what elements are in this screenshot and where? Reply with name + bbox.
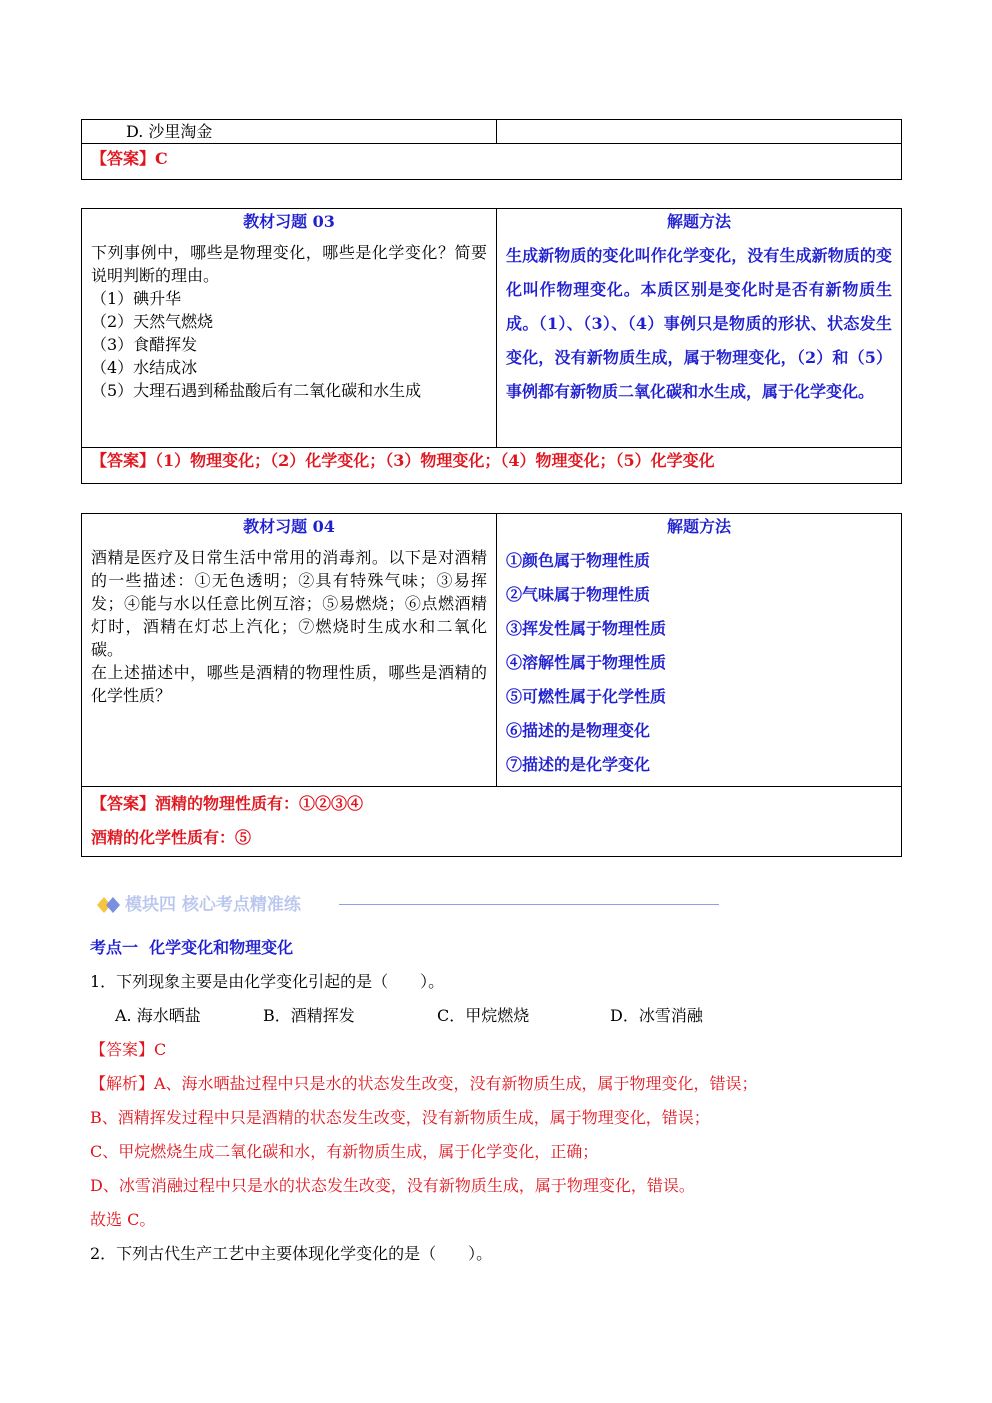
method-item: ⑥描述的是物理变化 bbox=[506, 721, 651, 740]
method-list bbox=[497, 540, 901, 782]
method-item: ④溶解性属于物理性质 bbox=[506, 653, 667, 672]
method-item: ①颜色属于物理性质 bbox=[506, 551, 651, 570]
question-body bbox=[82, 235, 496, 402]
module-title: 模块四 核心考点精准练 bbox=[125, 895, 301, 915]
analysis-line: D、冰雪消融过程中只是水的状态发生改变，没有新物质生成，属于物理变化，错误。 bbox=[90, 1176, 695, 1195]
option-c: C．甲烷燃烧 bbox=[437, 1006, 530, 1025]
question-cell bbox=[82, 209, 497, 447]
answer-line-2: 酒精的化学性质有：⑤ bbox=[91, 828, 252, 847]
answer-value: C bbox=[155, 149, 168, 168]
question-cell bbox=[82, 514, 497, 786]
question-item: （3）食醋挥发 bbox=[91, 335, 198, 354]
question-item: （1）碘升华 bbox=[91, 289, 182, 308]
question-1-options bbox=[115, 1004, 755, 1028]
answer-label: 【答案】 bbox=[91, 149, 156, 168]
analysis-line: C、甲烷燃烧生成二氧化碳和水，有新物质生成，属于化学变化，正确； bbox=[90, 1142, 599, 1161]
question-2-stem: 2．下列古代生产工艺中主要体现化学变化的是（ ）。 bbox=[90, 1244, 493, 1263]
empty-cell bbox=[497, 120, 901, 143]
method-title: 解题方法 bbox=[666, 517, 731, 536]
module-banner bbox=[95, 894, 725, 916]
option-d-cell bbox=[82, 120, 497, 143]
question-body bbox=[82, 540, 496, 707]
method-item: ②气味属于物理性质 bbox=[506, 585, 651, 604]
method-item: ③挥发性属于物理性质 bbox=[506, 619, 667, 638]
module-divider bbox=[339, 904, 719, 905]
table-exercise-04 bbox=[81, 513, 902, 857]
question-item: （5）大理石遇到稀盐酸后有二氧化碳和水生成 bbox=[91, 381, 422, 400]
option-a: A. 海水晒盐 bbox=[115, 1006, 201, 1025]
question-paragraph-1: 酒精是医疗及日常生活中常用的消毒剂。以下是对酒精的一些描述：①无色透明；②具有特殊气味；③易挥发；④能与水以任意比例互溶；⑤易燃烧；⑥点燃酒精灯时，酒精在灯芯上汽化；⑦燃烧时生成水和二氧化碳。 bbox=[91, 548, 487, 659]
answer-line-1: 【答案】酒精的物理性质有：①②③④ bbox=[91, 794, 364, 813]
method-title: 解题方法 bbox=[666, 212, 731, 231]
option-d: D．冰雪消融 bbox=[610, 1006, 703, 1025]
answer-cell bbox=[82, 144, 177, 179]
question-1-stem: 1．下列现象主要是由化学变化引起的是（ ）。 bbox=[90, 972, 445, 991]
answer-cell bbox=[82, 787, 372, 856]
method-text: 生成新物质的变化叫作化学变化，没有生成新物质的变化叫作物理变化。本质区别是变化时是否有新物质生成。（1）、（3）、（4）事例只是物质的形状、状态发生变化，没有新物质生成，属于物理变化，（2）和（5）事例都有新物质二氧化碳和水生成，属于化学变化。 bbox=[506, 246, 892, 401]
answer-row: 【答案】（1）物理变化；（2）化学变化；（3）物理变化；（4）物理变化；（5）化学变化 bbox=[91, 451, 715, 470]
exercise-title: 教材习题 03 bbox=[243, 212, 335, 231]
method-item: ⑦描述的是化学变化 bbox=[506, 755, 651, 774]
exercise-title: 教材习题 04 bbox=[243, 517, 335, 536]
question-item: （4）水结成冰 bbox=[91, 358, 198, 377]
analysis-line: B、酒精挥发过程中只是酒精的状态发生改变，没有新物质生成，属于物理变化，错误； bbox=[90, 1108, 710, 1127]
question-1-answer: 【答案】C bbox=[90, 1040, 167, 1059]
question-paragraph-2: 在上述描述中，哪些是酒精的物理性质，哪些是酒精的化学性质？ bbox=[91, 663, 487, 705]
method-cell bbox=[497, 209, 901, 447]
section-heading: 考点一 化学变化和物理变化 bbox=[90, 938, 294, 957]
method-item: ⑤可燃性属于化学性质 bbox=[506, 687, 667, 706]
analysis-line: 【解析】A、海水晒盐过程中只是水的状态发生改变，没有新物质生成，属于物理变化，错误； bbox=[90, 1074, 758, 1093]
question-item: （2）天然气燃烧 bbox=[91, 312, 214, 331]
question-intro: 下列事例中，哪些是物理变化，哪些是化学变化？简要说明判断的理由。 bbox=[91, 243, 487, 285]
option-b: B．酒精挥发 bbox=[263, 1006, 355, 1025]
diamond-icon bbox=[95, 894, 123, 916]
analysis-conclusion: 故选 C。 bbox=[90, 1210, 156, 1229]
table-exercise-03 bbox=[81, 208, 902, 484]
method-cell bbox=[497, 514, 901, 786]
option-d-text: D. 沙里淘金 bbox=[126, 122, 213, 141]
table-option-d bbox=[81, 119, 902, 180]
